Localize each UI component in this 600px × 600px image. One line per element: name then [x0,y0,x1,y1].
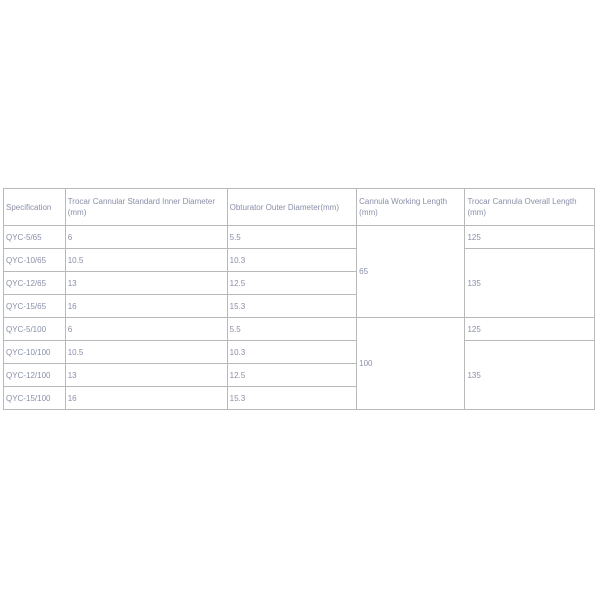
cell-specification: QYC-10/65 [4,249,66,272]
cell-obturator-diameter: 12.5 [227,364,357,387]
cell-inner-diameter: 16 [65,387,227,410]
cell-specification: QYC-15/65 [4,295,66,318]
cell-inner-diameter: 6 [65,318,227,341]
table-row [4,341,595,364]
table-header-row [4,189,595,226]
cell-specification: QYC-5/100 [4,318,66,341]
cell-specification: QYC-5/65 [4,226,66,249]
cell-obturator-diameter: 5.5 [227,226,357,249]
header-inner-diameter: Trocar Cannular Standard Inner Diameter (mm) [65,189,227,226]
table-row [4,226,595,249]
cell-inner-diameter: 6 [65,226,227,249]
cell-working-length: 100 [357,318,465,410]
header-obturator-diameter: Obturator Outer Diameter(mm) [227,189,357,226]
cell-inner-diameter: 16 [65,295,227,318]
cell-obturator-diameter: 12.5 [227,272,357,295]
cell-obturator-diameter: 15.3 [227,387,357,410]
cell-obturator-diameter: 10.3 [227,341,357,364]
table-row [4,249,595,272]
header-overall-length: Trocar Cannula Overall Length (mm) [465,189,595,226]
cell-specification: QYC-10/100 [4,341,66,364]
header-specification: Specification [4,189,66,226]
cell-specification: QYC-15/100 [4,387,66,410]
header-working-length: Cannula Working Length (mm) [357,189,465,226]
cell-overall-length: 125 [465,226,595,249]
specification-table [3,188,595,410]
cell-specification: QYC-12/65 [4,272,66,295]
table-row [4,318,595,341]
cell-working-length: 65 [357,226,465,318]
cell-overall-length: 125 [465,318,595,341]
cell-specification: QYC-12/100 [4,364,66,387]
cell-obturator-diameter: 5.5 [227,318,357,341]
cell-overall-length: 135 [465,341,595,410]
cell-inner-diameter: 13 [65,364,227,387]
cell-obturator-diameter: 10.3 [227,249,357,272]
cell-inner-diameter: 10.5 [65,341,227,364]
cell-inner-diameter: 10.5 [65,249,227,272]
cell-inner-diameter: 13 [65,272,227,295]
cell-obturator-diameter: 15.3 [227,295,357,318]
cell-overall-length: 135 [465,249,595,318]
